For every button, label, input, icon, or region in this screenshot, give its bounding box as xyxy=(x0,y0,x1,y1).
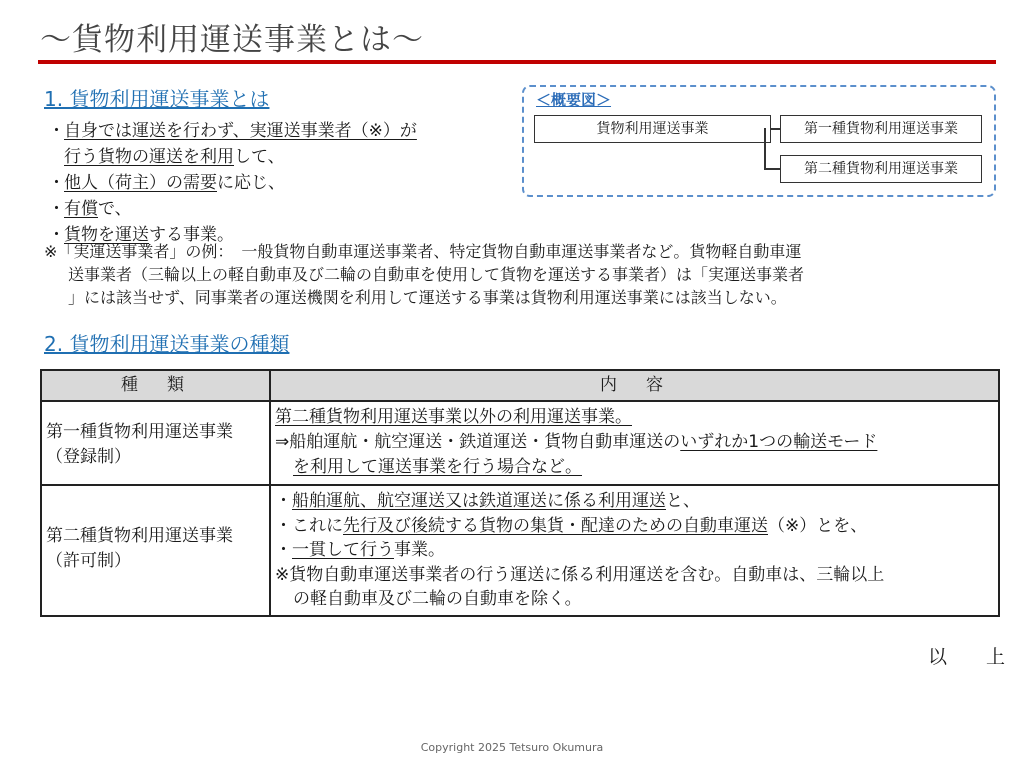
type-cell: 第一種貨物利用運送事業 （登録制） xyxy=(42,402,271,484)
copyright: Copyright 2025 Tetsuro Okumura xyxy=(420,741,604,754)
bullet-line: 行う貨物の運送を利用して、 xyxy=(64,147,285,167)
note-line: ※「実運送事業者」の例： 一般貨物自動車運送事業者、特定貨物自動車運送事業者など。貨物軽自動車運 xyxy=(44,242,802,261)
connector-line xyxy=(764,128,766,169)
diagram-box-main: 貨物利用運送事業 xyxy=(534,115,771,143)
type-cell: 第二種貨物利用運送事業 （許可制） xyxy=(42,486,271,615)
bullet-line: ・有償で、 xyxy=(48,199,132,219)
section2-heading: 2. 貨物利用運送事業の種類 xyxy=(44,332,290,356)
overview-diagram xyxy=(522,85,996,197)
diagram-box-second-type: 第二種貨物利用運送事業 xyxy=(780,155,982,183)
table-row xyxy=(42,402,998,486)
content-cell: ・船舶運航、航空運送又は鉄道運送に係る利用運送と、 ・これに先行及び後続する貨物の集貨・配達のための自動車運送（※）とを、 ・一貫して行う事業。 ※貨物自動車運送事業者の行う運送に係る利用運送を含む。自動車は、三輪以上 の軽自動車及び二輪の自動車を除く。 xyxy=(275,491,885,609)
closing-mark: 以 上 xyxy=(928,646,1016,668)
section1-heading: 1. 貨物利用運送事業とは xyxy=(44,87,270,111)
types-table xyxy=(40,369,1000,617)
bullet-line: ・他人（荷主）の需要に応じ、 xyxy=(48,173,285,193)
table-row xyxy=(42,486,998,615)
connector-line xyxy=(770,128,780,130)
bullet-line: ・自身では運送を行わず、実運送事業者（※）が xyxy=(48,121,417,141)
content-cell: 第二種貨物利用運送事業以外の利用運送事業。 ⇒船舶運航・航空運送・鉄道運送・貨物自動車運送のいずれか1つの輸送モード を利用して運送事業を行う場合など。 xyxy=(275,407,878,477)
footnote xyxy=(44,240,1004,309)
header-content: 内 容 xyxy=(600,375,669,395)
bullet-line: ・貨物を運送する事業。 xyxy=(48,225,234,245)
page-title: ～貨物利用運送事業とは～ xyxy=(40,22,424,58)
diagram-box-first-type: 第一種貨物利用運送事業 xyxy=(780,115,982,143)
note-line: 」には該当せず、同事業者の運送機関を利用して運送する事業は貨物利用運送事業には該当しない。 xyxy=(68,288,787,307)
table-header-row xyxy=(42,371,998,402)
title-divider xyxy=(38,60,996,64)
note-line: 送事業者（三輪以上の軽自動車及び二輪の自動車を使用して貨物を運送する事業者）は「実運送事業者 xyxy=(68,265,805,284)
diagram-label: ＜概要図＞ xyxy=(536,91,612,109)
connector-line xyxy=(764,168,780,170)
definition-bullets xyxy=(48,118,518,248)
header-type: 種 類 xyxy=(42,371,271,400)
